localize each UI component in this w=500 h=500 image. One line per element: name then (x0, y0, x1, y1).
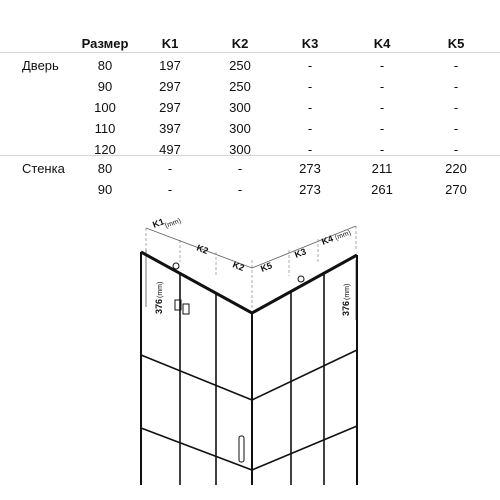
header-k2: K2 (231, 36, 249, 51)
size-table (0, 0, 500, 210)
table-cell: 270 (445, 182, 467, 197)
door-handle-inner-icon (183, 304, 189, 314)
table-cell: - (379, 121, 385, 136)
table-cell: 250 (229, 58, 251, 73)
table-cell: - (453, 79, 459, 94)
table-cell: 300 (229, 100, 251, 115)
table-cell: 297 (159, 79, 181, 94)
table-cell: - (167, 182, 173, 197)
header-k1: K1 (161, 36, 179, 51)
roller-right-icon (298, 276, 304, 282)
table-cell: 90 (97, 182, 113, 197)
label-k3: K3 (293, 246, 308, 260)
table-cell: 110 (94, 121, 116, 136)
table-cell: 300 (229, 142, 251, 157)
table-cell: 120 (94, 142, 116, 157)
table-cell: 297 (159, 100, 181, 115)
table-cell: - (167, 161, 173, 176)
roller-left-icon (173, 263, 179, 269)
table-cell: 90 (97, 79, 113, 94)
table-cell: - (237, 161, 243, 176)
group-label-wall: Стенка (22, 161, 65, 176)
table-cell: 100 (94, 100, 116, 115)
glass-grid (141, 273, 357, 485)
label-height-right: 376 (341, 300, 351, 316)
table-cell: - (453, 142, 459, 157)
label-k4: K4 (320, 233, 335, 247)
table-cell: 80 (97, 58, 113, 73)
table-cell: 250 (229, 79, 251, 94)
header-k3: K3 (301, 36, 319, 51)
header-k5: K5 (447, 36, 465, 51)
table-cell: 80 (97, 161, 113, 176)
hardware (173, 263, 304, 462)
label-k2-side: K2 (231, 259, 246, 273)
table-cell: - (379, 58, 385, 73)
label-height-right-unit: (mm) (344, 283, 351, 300)
table-cell: 220 (445, 161, 467, 176)
table-cell: - (307, 79, 313, 94)
table-cell: - (379, 142, 385, 157)
header-divider (0, 52, 500, 53)
table-cell: 497 (159, 142, 181, 157)
label-height-left: 376 (154, 298, 164, 314)
table-cell: 211 (371, 161, 393, 176)
table-cell: - (453, 58, 459, 73)
table-cell: - (307, 142, 313, 157)
group-label-door: Дверь (22, 58, 59, 73)
header-size: Размер (81, 36, 129, 51)
table-cell: 273 (299, 161, 321, 176)
label-k1: K1 (151, 216, 166, 230)
table-cell: 273 (299, 182, 321, 197)
label-k4-unit: (mm) (334, 229, 352, 242)
shower-diagram (0, 210, 500, 500)
header-k4: K4 (373, 36, 391, 51)
table-cell: - (307, 100, 313, 115)
label-k2-top: K2 (195, 242, 210, 256)
table-cell: - (379, 79, 385, 94)
table-cell: 397 (159, 121, 181, 136)
table-cell: 197 (159, 58, 181, 73)
table-cell: - (237, 182, 243, 197)
table-cell: - (453, 100, 459, 115)
label-k1-unit: (mm) (164, 217, 182, 230)
table-cell: 300 (229, 121, 251, 136)
table-cell: - (453, 121, 459, 136)
table-cell: 261 (371, 182, 393, 197)
door-grip-icon (239, 436, 244, 462)
table-cell: - (379, 100, 385, 115)
table-cell: - (307, 58, 313, 73)
label-k5: K5 (259, 260, 274, 274)
label-height-left-unit: (mm) (157, 281, 164, 298)
table-cell: - (307, 121, 313, 136)
